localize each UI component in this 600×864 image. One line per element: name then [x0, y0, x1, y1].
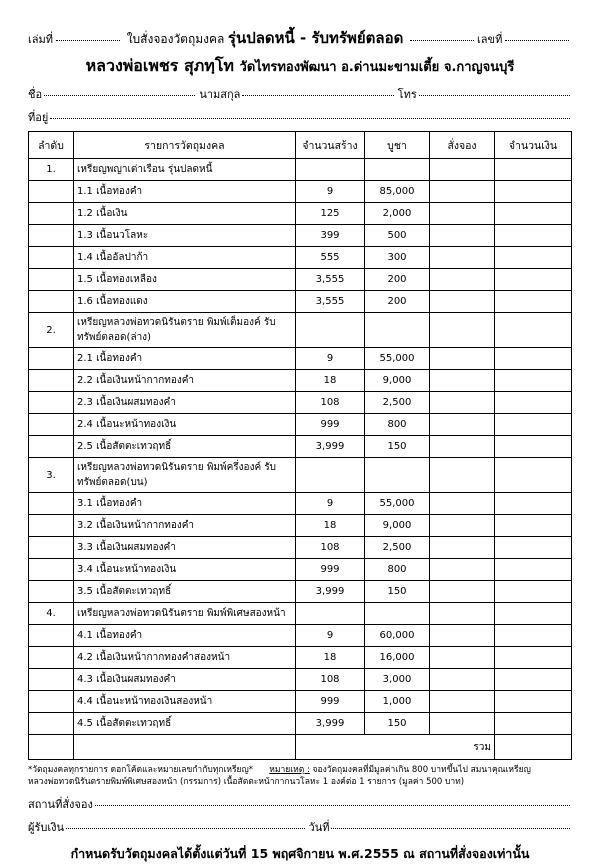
row-label: 1.6 เนื้อทองแดง	[74, 291, 296, 313]
row-qty: 18	[296, 515, 365, 537]
group-qty	[296, 603, 365, 625]
row-no-cell	[29, 515, 74, 537]
total-spacer-desc	[74, 735, 296, 760]
row-no-cell	[29, 269, 74, 291]
row-amount-input[interactable]	[495, 713, 572, 735]
row-qty: 108	[296, 392, 365, 414]
row-amount-input[interactable]	[495, 203, 572, 225]
row-qty: 555	[296, 247, 365, 269]
row-amount-input[interactable]	[495, 370, 572, 392]
row-amount-input[interactable]	[495, 537, 572, 559]
group-reserve[interactable]	[430, 458, 495, 493]
pickup-notice: กำหนดรับวัตถุมงคลได้ตั้งแต่วันที่ 15 พฤศจิกายน พ.ศ.2555 ณ สถานที่สั่งจองเท่านั้น	[70, 845, 530, 861]
temple-name: วัดไทรทองพัฒนา อ.ด่านมะขามเตี้ย จ.กาญจนบุรี	[239, 60, 515, 75]
table-row	[29, 247, 572, 269]
group-number: 4.	[29, 603, 74, 625]
row-no-cell	[29, 370, 74, 392]
order-table	[28, 131, 572, 760]
row-label: 1.1 เนื้อทองคำ	[74, 181, 296, 203]
row-qty: 399	[296, 225, 365, 247]
row-amount-input[interactable]	[495, 247, 572, 269]
book-number-label: เล่มที่	[28, 33, 54, 46]
footnote-line3: หลวงพ่อทวดนิรันตรายพิมพ์พิเศษสองหน้า (กรรมการ) เนื้อสัตตะหน้ากากนวโลหะ 1 องค์ต่อ 1 รายการ (มูลค่า 500 บาท)	[28, 777, 465, 788]
row-amount-input[interactable]	[495, 348, 572, 370]
tel-label: โทร	[397, 88, 417, 101]
row-price: 2,500	[365, 537, 430, 559]
row-label: 4.5 เนื้อสัตตะเทวฤทธิ์	[74, 713, 296, 735]
row-qty: 3,999	[296, 581, 365, 603]
doc-number-line-2[interactable]	[505, 40, 569, 41]
place-field-row	[28, 795, 572, 813]
row-price: 85,000	[365, 181, 430, 203]
row-label: 2.5 เนื้อสัตตะเทวฤทธิ์	[74, 436, 296, 458]
row-price: 150	[365, 581, 430, 603]
row-no-cell	[29, 647, 74, 669]
row-no-cell	[29, 225, 74, 247]
table-row	[29, 370, 572, 392]
row-no-cell	[29, 392, 74, 414]
row-price: 2,500	[365, 392, 430, 414]
form-title-small: ใบสั่งจองวัตถุมงคล	[126, 32, 225, 46]
doc-number-line[interactable]	[410, 40, 474, 41]
row-reserve-input[interactable]	[430, 247, 495, 269]
th-amount: จำนวนเงิน	[495, 132, 572, 159]
table-group-row	[29, 458, 572, 493]
row-price: 9,000	[365, 515, 430, 537]
row-reserve-input[interactable]	[430, 436, 495, 458]
row-reserve-input[interactable]	[430, 669, 495, 691]
row-no-cell	[29, 203, 74, 225]
group-qty	[296, 313, 365, 348]
tel-input[interactable]	[419, 95, 570, 96]
footer-fields	[28, 795, 572, 836]
address-label: ที่อยู่	[28, 111, 49, 124]
group-title: เหรียญหลวงพ่อทวดนิรันตราย พิมพ์ครึ่งองค์ รับทรัพย์ตลอด(บน)	[74, 458, 296, 493]
row-no-cell	[29, 537, 74, 559]
table-row	[29, 291, 572, 313]
row-price: 2,000	[365, 203, 430, 225]
row-price: 60,000	[365, 625, 430, 647]
row-qty: 3,999	[296, 436, 365, 458]
group-amount[interactable]	[495, 313, 572, 348]
total-amount-cell[interactable]	[495, 735, 572, 760]
row-qty: 3,999	[296, 713, 365, 735]
row-amount-input[interactable]	[495, 647, 572, 669]
row-price: 500	[365, 225, 430, 247]
group-reserve[interactable]	[430, 159, 495, 181]
row-qty: 999	[296, 414, 365, 436]
table-row	[29, 625, 572, 647]
place-label: สถานที่สั่งจอง	[28, 797, 93, 811]
row-label: 1.2 เนื้อเงิน	[74, 203, 296, 225]
row-label: 4.2 เนื้อเงินหน้ากากทองคำสองหน้า	[74, 647, 296, 669]
footnote-line1: *วัตถุมงคลทุกรายการ ดอกโค้ดและหมายเลขกำกับทุกเหรียญ*	[28, 765, 254, 775]
row-reserve-input[interactable]	[430, 691, 495, 713]
row-label: 3.3 เนื้อเงินผสมทองคำ	[74, 537, 296, 559]
row-reserve-input[interactable]	[430, 581, 495, 603]
name-field-row	[28, 85, 572, 103]
table-group-row	[29, 313, 572, 348]
row-price: 150	[365, 436, 430, 458]
table-row	[29, 203, 572, 225]
place-input[interactable]	[95, 805, 570, 806]
row-reserve-input[interactable]	[430, 493, 495, 515]
row-no-cell	[29, 713, 74, 735]
table-row	[29, 537, 572, 559]
row-amount-input[interactable]	[495, 225, 572, 247]
row-qty: 9	[296, 493, 365, 515]
row-reserve-input[interactable]	[430, 181, 495, 203]
monk-temple-row	[28, 54, 572, 79]
row-label: 2.1 เนื้อทองคำ	[74, 348, 296, 370]
row-price: 200	[365, 291, 430, 313]
row-reserve-input[interactable]	[430, 225, 495, 247]
group-number: 2.	[29, 313, 74, 348]
table-row	[29, 436, 572, 458]
total-label: รวม	[296, 735, 495, 760]
table-row	[29, 581, 572, 603]
table-row	[29, 713, 572, 735]
form-title	[123, 26, 408, 50]
row-label: 4.3 เนื้อเงินผสมทองคำ	[74, 669, 296, 691]
table-row	[29, 269, 572, 291]
table-row	[29, 647, 572, 669]
row-amount-input[interactable]	[495, 436, 572, 458]
address-field-row	[28, 108, 572, 126]
row-no-cell	[29, 348, 74, 370]
row-price: 9,000	[365, 370, 430, 392]
row-no-cell	[29, 669, 74, 691]
th-desc: รายการวัตถุมงคล	[74, 132, 296, 159]
date-input[interactable]	[331, 828, 570, 829]
row-price: 800	[365, 559, 430, 581]
row-amount-input[interactable]	[495, 181, 572, 203]
row-no-cell	[29, 291, 74, 313]
row-amount-input[interactable]	[495, 691, 572, 713]
row-price: 800	[365, 414, 430, 436]
group-number: 1.	[29, 159, 74, 181]
row-reserve-input[interactable]	[430, 291, 495, 313]
row-reserve-input[interactable]	[430, 269, 495, 291]
row-reserve-input[interactable]	[430, 537, 495, 559]
footnote-block	[28, 764, 572, 789]
row-no-cell	[29, 493, 74, 515]
row-qty: 3,555	[296, 291, 365, 313]
row-reserve-input[interactable]	[430, 392, 495, 414]
table-row	[29, 392, 572, 414]
row-qty: 108	[296, 537, 365, 559]
th-no: ลำดับ	[29, 132, 74, 159]
footnote-line2: จองวัตถุมงคลที่มีมูลค่าเกิน 800 บาทขึ้นไป สมนาคุณเหรียญ	[312, 765, 531, 775]
surname-input[interactable]	[242, 95, 393, 96]
row-qty: 125	[296, 203, 365, 225]
table-row	[29, 181, 572, 203]
name-input[interactable]	[44, 95, 195, 96]
row-label: 2.2 เนื้อเงินหน้ากากทองคำ	[74, 370, 296, 392]
row-no-cell	[29, 691, 74, 713]
row-amount-input[interactable]	[495, 414, 572, 436]
row-label: 1.4 เนื้ออัลปาก้า	[74, 247, 296, 269]
row-qty: 9	[296, 181, 365, 203]
row-reserve-input[interactable]	[430, 713, 495, 735]
table-row	[29, 559, 572, 581]
th-price: บูชา	[365, 132, 430, 159]
group-amount[interactable]	[495, 458, 572, 493]
row-amount-input[interactable]	[495, 493, 572, 515]
th-qty: จำนวนสร้าง	[296, 132, 365, 159]
row-reserve-input[interactable]	[430, 414, 495, 436]
row-reserve-input[interactable]	[430, 647, 495, 669]
row-reserve-input[interactable]	[430, 559, 495, 581]
name-label: ชื่อ	[28, 88, 43, 101]
group-reserve[interactable]	[430, 313, 495, 348]
row-label: 1.3 เนื้อนวโลหะ	[74, 225, 296, 247]
row-price: 150	[365, 713, 430, 735]
total-row	[29, 735, 572, 760]
table-group-row	[29, 603, 572, 625]
row-label: 3.2 เนื้อเงินหน้ากากทองคำ	[74, 515, 296, 537]
row-label: 2.3 เนื้อเงินผสมทองคำ	[74, 392, 296, 414]
table-row	[29, 348, 572, 370]
row-no-cell	[29, 181, 74, 203]
row-label: 3.5 เนื้อสัตตะเทวฤทธิ์	[74, 581, 296, 603]
book-number-line[interactable]	[56, 40, 120, 41]
surname-label: นามสกุล	[199, 88, 241, 101]
row-reserve-input[interactable]	[430, 515, 495, 537]
table-row	[29, 691, 572, 713]
row-price: 300	[365, 247, 430, 269]
monk-name: หลวงพ่อเพชร สุภทฺโท	[85, 56, 234, 75]
row-label: 2.4 เนื้อนะหน้าทองเงิน	[74, 414, 296, 436]
row-qty: 9	[296, 625, 365, 647]
row-label: 3.1 เนื้อทองคำ	[74, 493, 296, 515]
row-price: 55,000	[365, 493, 430, 515]
row-qty: 3,555	[296, 269, 365, 291]
table-header-row	[29, 132, 572, 159]
row-reserve-input[interactable]	[430, 348, 495, 370]
table-row	[29, 225, 572, 247]
row-amount-input[interactable]	[495, 291, 572, 313]
table-row	[29, 515, 572, 537]
row-amount-input[interactable]	[495, 515, 572, 537]
address-input[interactable]	[50, 118, 570, 119]
payer-label: ผู้รับเงิน	[28, 820, 64, 834]
row-reserve-input[interactable]	[430, 203, 495, 225]
row-amount-input[interactable]	[495, 392, 572, 414]
row-no-cell	[29, 559, 74, 581]
row-price: 3,000	[365, 669, 430, 691]
row-amount-input[interactable]	[495, 669, 572, 691]
row-price: 1,000	[365, 691, 430, 713]
row-qty: 18	[296, 647, 365, 669]
footnote-note-label: หมายเหตุ :	[269, 765, 310, 775]
row-no-cell	[29, 436, 74, 458]
row-label: 4.4 เนื้อนะหน้าทองเงินสองหน้า	[74, 691, 296, 713]
row-no-cell	[29, 414, 74, 436]
group-price	[365, 458, 430, 493]
form-title-bold: รุ่นปลดหนี้ - รับทรัพย์ตลอด	[227, 29, 404, 47]
row-amount-input[interactable]	[495, 559, 572, 581]
row-label: 3.4 เนื้อนะหน้าทองเงิน	[74, 559, 296, 581]
row-amount-input[interactable]	[495, 625, 572, 647]
total-spacer	[29, 735, 74, 760]
group-amount[interactable]	[495, 159, 572, 181]
row-no-cell	[29, 625, 74, 647]
group-qty	[296, 458, 365, 493]
th-reserve: สั่งจอง	[430, 132, 495, 159]
date-label: วันที่	[308, 820, 330, 834]
payer-field-row	[28, 818, 572, 836]
group-amount[interactable]	[495, 603, 572, 625]
row-qty: 999	[296, 691, 365, 713]
table-body	[29, 159, 572, 735]
row-no-cell	[29, 247, 74, 269]
group-qty	[296, 159, 365, 181]
row-qty: 18	[296, 370, 365, 392]
row-qty: 999	[296, 559, 365, 581]
group-price	[365, 603, 430, 625]
row-label: 1.5 เนื้อทองเหลือง	[74, 269, 296, 291]
row-price: 200	[365, 269, 430, 291]
group-title: เหรียญพญาเต่าเรือน รุ่นปลดหนี้	[74, 159, 296, 181]
table-row	[29, 493, 572, 515]
group-title: เหรียญหลวงพ่อทวดนิรันตราย พิมพ์พิเศษสองหน้า	[74, 603, 296, 625]
group-title: เหรียญหลวงพ่อทวดนิรันตราย พิมพ์เต็มองค์ รับทรัพย์ตลอด(ล่าง)	[74, 313, 296, 348]
row-amount-input[interactable]	[495, 269, 572, 291]
group-price	[365, 159, 430, 181]
group-price	[365, 313, 430, 348]
group-reserve[interactable]	[430, 603, 495, 625]
row-price: 55,000	[365, 348, 430, 370]
row-amount-input[interactable]	[495, 581, 572, 603]
header-top-row	[28, 26, 572, 50]
row-reserve-input[interactable]	[430, 370, 495, 392]
table-row	[29, 414, 572, 436]
row-reserve-input[interactable]	[430, 625, 495, 647]
payer-input[interactable]	[66, 828, 305, 829]
row-label: 4.1 เนื้อทองคำ	[74, 625, 296, 647]
group-number: 3.	[29, 458, 74, 493]
row-price: 16,000	[365, 647, 430, 669]
row-qty: 108	[296, 669, 365, 691]
row-qty: 9	[296, 348, 365, 370]
table-row	[29, 669, 572, 691]
doc-number-label: เลขที่	[477, 33, 503, 46]
table-group-row	[29, 159, 572, 181]
row-no-cell	[29, 581, 74, 603]
